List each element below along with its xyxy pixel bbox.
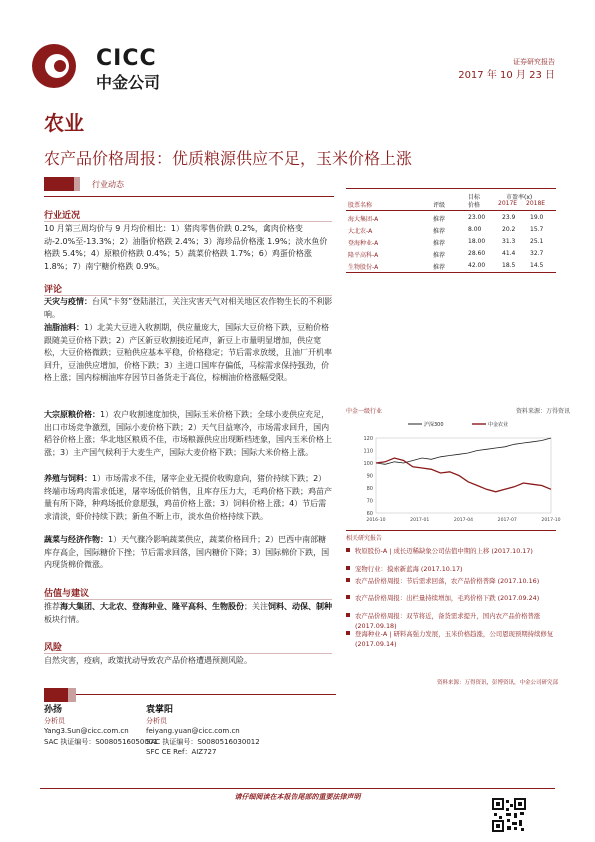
recommended-stocks: 海大集团、大北农、登海种业、隆平高科、生物股份 [60,602,244,611]
cell-target: 18.00 [468,238,486,245]
x-tick-label: 2017-07 [497,518,517,523]
cell-target: 23.00 [468,214,486,221]
legend-label: 中金农业 [488,422,509,428]
cell-pe1: 41.4 [502,250,516,257]
watch-sectors: 饲料、动保、制种 [268,602,332,611]
footer-disclaimer[interactable]: 请仔细阅读在本报告尾部的重要法律声明 [234,793,361,801]
para-label: 天灾与疫情： [44,297,92,306]
cell-pe1: 20.2 [502,226,516,233]
cell-pe1: 23.9 [502,214,516,221]
x-tick-label: 2017-04 [453,518,474,523]
divider [346,530,556,531]
table-row [346,238,556,248]
plot-area [376,438,551,513]
related-report[interactable] [346,629,556,649]
report-title: 农产品价格周报：优质粮源供应不足，玉米价格上涨 [44,149,413,168]
cell-pe1: 31.3 [502,238,516,245]
para-text: 1）农户收割速度加快，国际玉米价格下跌；全球小麦供应充足，出口市场竞争激烈，国际小麦价格下跌；2）天气目益寒冷，市场需求回升，国内稻谷价格上涨；华北地区粮质不佳，市场粮源供应出现断档迹象，国内玉米价格上涨；3）主产国气候利于大麦生产，国际大麦价格下跌；国际大米价格上涨。 [44,410,332,457]
table-row [346,226,556,236]
cell-target: 8.00 [468,226,482,233]
analyst-bar [44,688,68,702]
related-report[interactable] [346,564,556,574]
header-y1: 2017E [498,200,518,207]
analyst-email[interactable]: feiyang.yuan@cicc.com.cn [146,727,240,735]
review-para [44,296,334,321]
analyst-role: 分析员 [44,716,65,725]
cell-pe2: 14.5 [530,262,544,269]
section-heading-recent: 行业近况 [44,211,81,221]
cell-rating: 推荐 [433,216,446,223]
y-tick-label: 80 [366,486,373,492]
review-para [44,409,334,459]
valuation-text: 推荐海大集团、大北农、登海种业、隆平高科、生物股份；关注饲料、动保、制种板块行情。 [44,602,332,624]
cicc-logo-icon [30,42,78,90]
brand-name-cn: 中金公司 [96,73,161,92]
y-tick-label: 100 [363,461,373,467]
y-tick-label: 60 [366,511,373,517]
cell-name[interactable]: 海大集团-A [348,216,379,223]
para-text: 台风“卡努”登陆湛江，关注灾害天气对相关地区农作物生长的不利影响。 [44,297,333,319]
legend-label: 沪深300 [424,422,444,428]
bullet-icon [346,595,350,599]
bullet-icon [346,613,350,617]
divider [44,196,334,197]
section-heading-risk: 风险 [44,643,63,653]
analyst-sac: SAC 执证编号：S0080516030012 [146,737,260,746]
cell-rating: 推荐 [433,240,446,247]
table-row [346,214,556,224]
chart-title: 中金一级行业 [346,408,383,415]
divider [44,653,332,654]
x-tick-label: 2017-10 [541,518,561,523]
report-date: 2017 年 10 月 23 日 [458,70,555,81]
x-tick-label: 2017-01 [410,518,430,523]
related-heading: 相关研究报告 [346,535,383,542]
cell-name[interactable]: 生物股份-A [348,264,379,271]
divider [44,599,332,600]
table-rule [346,272,556,273]
analyst-card [44,705,158,747]
bullet-icon [346,566,350,570]
header-y2: 2018E [526,200,546,207]
tag-bar [44,177,74,191]
table-rule [346,210,556,211]
analyst-role: 分析员 [146,716,167,725]
review-para [44,473,334,523]
cell-name[interactable]: 隆平高科-A [348,252,379,259]
analyst-sfc: SFC CE Ref：AIZ727 [146,748,217,756]
risk-text: 自然灾害，疫病，政策扰动导致农产品价格遭遇预测风险。 [44,656,252,665]
analyst-bar-accent [68,688,76,702]
para-label: 大宗原粮价格： [44,410,100,419]
related-report[interactable] [346,593,556,603]
related-title: 农产品价格周报：出栏量持续增加，毛鸡价格下跌 (2017.09.24) [355,594,540,602]
cell-pe2: 25.1 [530,238,544,245]
bullet-icon [346,631,350,635]
related-report[interactable] [346,611,556,631]
analyst-name: 孙扬 [44,705,63,715]
tag-bar-accent [74,177,80,191]
cell-target: 28.60 [468,250,486,257]
cell-pe1: 18.5 [502,262,516,269]
bullet-icon [346,578,350,582]
analyst-email[interactable]: Yang3.Sun@cicc.com.cn [44,727,129,735]
analyst-sac: SAC 执证编号：S0080516050001 [44,737,158,746]
para-text: 1）北美大豆进入收割期，供应量庞大，国际大豆价格下跌，豆粕价格跟随美豆价格下跌；2）产区新豆收割接近尾声，新豆上市量明显增加，供应宽松，大豆价格微跌；豆粕供应基本平稳，价格稳定；节后需求放缓，且油厂开机率回升，豆油供应增加，价格下跌；3）主进口国库存偏低，马棕需求保持强劲，价格上涨；国内棕榈油库存因节日备货走于高位，棕榈油价格涨幅受限。 [44,323,332,383]
cell-pe2: 15.7 [530,226,544,233]
cell-rating: 推荐 [433,228,446,235]
analyst-card [146,705,260,758]
cell-pe2: 19.0 [530,214,544,221]
y-tick-label: 70 [366,498,373,505]
related-report[interactable] [346,576,556,586]
section-heading-valuation: 估值与建议 [44,589,90,599]
review-para [44,534,334,572]
para-label: 养殖与饲料： [44,474,92,483]
header-name: 股票名称 [348,202,373,209]
cell-rating: 推荐 [433,252,446,259]
cell-name[interactable]: 登海种业-A [348,240,379,247]
para-label: 蔬菜与经济作物： [44,535,108,544]
related-title: 农产品价格周报：节后需求回落，农产品价格普降 (2017.10.16) [355,577,540,585]
table-row [346,250,556,260]
analyst-divider [76,694,336,695]
footer-rule [40,788,555,789]
chart-source: 资料来源：万得资讯 [516,408,571,415]
cell-name[interactable]: 大北农-A [348,228,373,235]
related-title: 农产品价格周报：双节将近，备货需求提升，国内农产品价格普涨 (2017.09.18) [355,612,541,630]
analyst-name: 袁掌阳 [146,705,174,715]
y-tick-label: 110 [363,448,373,455]
brand-name-en: CICC [96,46,157,71]
cell-rating: 推荐 [433,264,446,271]
y-tick-label: 120 [363,436,373,442]
recent-text: 10 月第三周均价与 9 月均价相比：1）猪肉零售价跌 0.2%，禽肉价格变动-2.0%至-13.3%；2）油脂价格跌 2.4%；3）海珍品价格涨 1.9%；淡水鱼价格跌 5.4%；4）原粮价格跌 0.4%；5）蔬菜价格跌 1.7%；6）鸡蛋价格涨 1.8%；7）南宁糖价格跌 0.9%。 [44,224,328,271]
header-target2: 价格 [468,202,481,209]
related-title: 宠物行业：摸索新蓝海 (2017.10.17) [355,565,463,573]
header-rating: 评级 [433,202,446,209]
header-pe: 市盈率(x) [506,194,533,201]
table-row [346,262,556,272]
report-type: 证券研究报告 [513,58,555,66]
cell-pe2: 32.7 [530,250,544,257]
cell-target: 42.00 [468,262,486,269]
bullet-icon [346,548,350,552]
divider [44,221,332,222]
related-title: 登海种业-A | 研料高强力发展，玉米价格趋涨，公司恩现预期持续修复 (2017.09.14) [355,630,554,648]
table-rule [346,188,556,189]
review-para [44,322,334,385]
related-title: 牧原股份-A | 成长迈稀缺象公司估值中期的上移 (2017.10.17) [355,547,533,555]
related-source: 资料来源：万得资讯，彭博资讯，中金公司研究部 [436,680,558,686]
related-report[interactable] [346,546,556,556]
sector-title: 农业 [44,111,84,135]
para-text: 1）市场需求不佳，屠宰企业无提价收购意向，猪价持续下跌；2）终端市场鸡肉需求低迷，屠宰场低价销售，且库存压力大，毛鸡价格下跌；鸡苗产量有所下降，种鸡场抵价意愿强，鸡苗价格上涨；3）饲料价格上涨；4）节后需求清淡，虾价持续下跌；新鱼不断上市，淡水鱼价格持续下跌。 [44,474,332,521]
para-text: 1）天气骤冷影响蔬菜供应，蔬菜价格回升；2）巴西中南部糖库存高企，国际糖价下挫；节后需求回落，国内糖价下降；3）国际棉价下跌，国内现货棉价微涨。 [44,535,330,570]
section-heading-review: 评论 [44,285,63,295]
x-tick-label: 2016-10 [366,518,386,523]
tag-label: 行业动态 [92,180,124,189]
para-label: 油脂油料： [44,323,84,332]
header-target: 目标 [468,194,481,201]
y-tick-label: 90 [366,473,373,480]
qr-code-icon [492,798,526,832]
price-chart [346,416,561,526]
